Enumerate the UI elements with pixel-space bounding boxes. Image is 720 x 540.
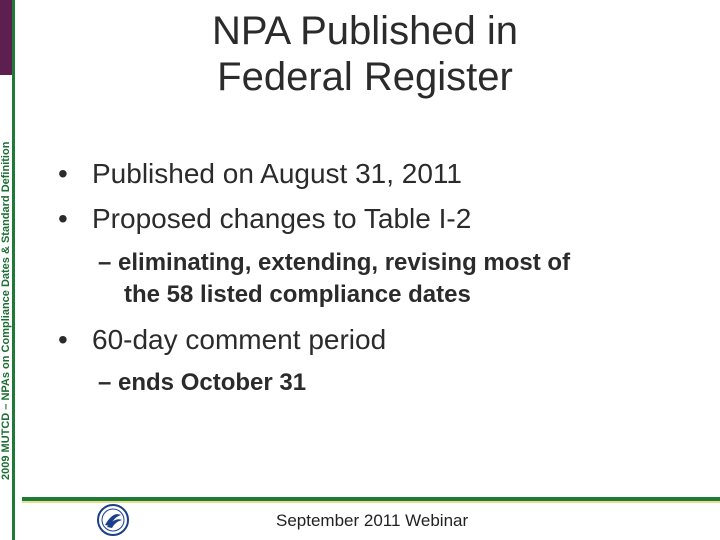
subbullet-line-2: the 58 listed compliance dates: [124, 281, 471, 308]
vertical-side-label: 2009 MUTCD – NPAs on Compliance Dates & Standard Definition: [0, 141, 12, 480]
footer-webinar: September 2011 Webinar: [276, 511, 469, 530]
subbullet-compliance-dates: [98, 247, 570, 311]
bullet-dot: •: [58, 203, 68, 234]
bullet-proposed-changes: • Proposed changes to Table I-2: [58, 203, 472, 234]
subbullet-ends-date: [98, 367, 306, 399]
usdot-seal-icon: [86, 501, 140, 537]
slide-title: [150, 8, 580, 100]
subbullet-line-1: – ends October 31: [98, 369, 307, 396]
bullet-dot: •: [58, 158, 68, 189]
subbullet-line-1: – eliminating, extending, revising most of: [98, 249, 571, 276]
bullet-dot: •: [58, 324, 68, 355]
bullet-comment-period: • 60-day comment period: [58, 324, 387, 355]
title-line-1: NPA Published in: [211, 9, 519, 53]
title-line-2: Federal Register: [217, 55, 513, 99]
bullet-published-date: • Published on August 31, 2011: [58, 158, 463, 189]
